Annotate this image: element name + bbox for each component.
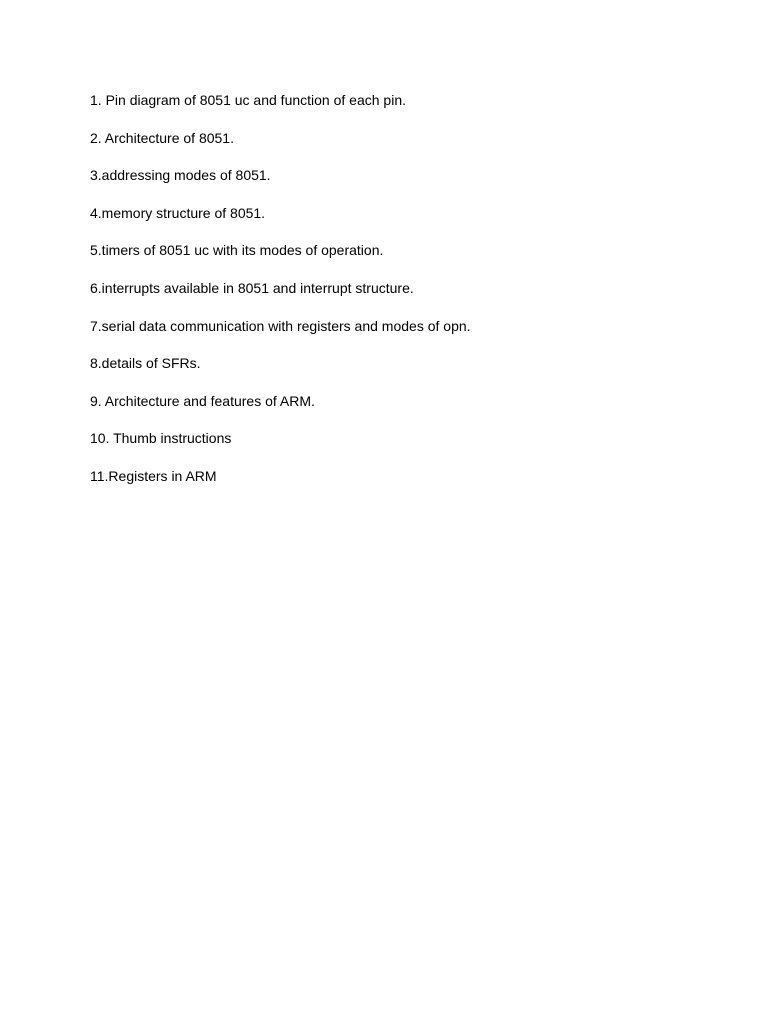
- list-item: 9. Architecture and features of ARM.: [90, 392, 315, 409]
- list-item: 2. Architecture of 8051.: [90, 129, 234, 146]
- list-item: 1. Pin diagram of 8051 uc and function of each pin.: [90, 92, 406, 108]
- list-item: 8.details of SFRs.: [90, 355, 201, 372]
- list-item: 11.Registers in ARM: [90, 467, 217, 484]
- list-item: 7.serial data communication with registers and modes of opn.: [90, 317, 471, 334]
- question-list: [90, 90, 471, 504]
- list-item: 3.addressing modes of 8051.: [90, 167, 271, 184]
- list-item: 10. Thumb instructions: [90, 430, 232, 447]
- list-item: 5.timers of 8051 uc with its modes of operation.: [90, 242, 384, 259]
- list-item: 6.interrupts available in 8051 and interrupt structure.: [90, 279, 414, 296]
- list-item: 4.memory structure of 8051.: [90, 204, 266, 221]
